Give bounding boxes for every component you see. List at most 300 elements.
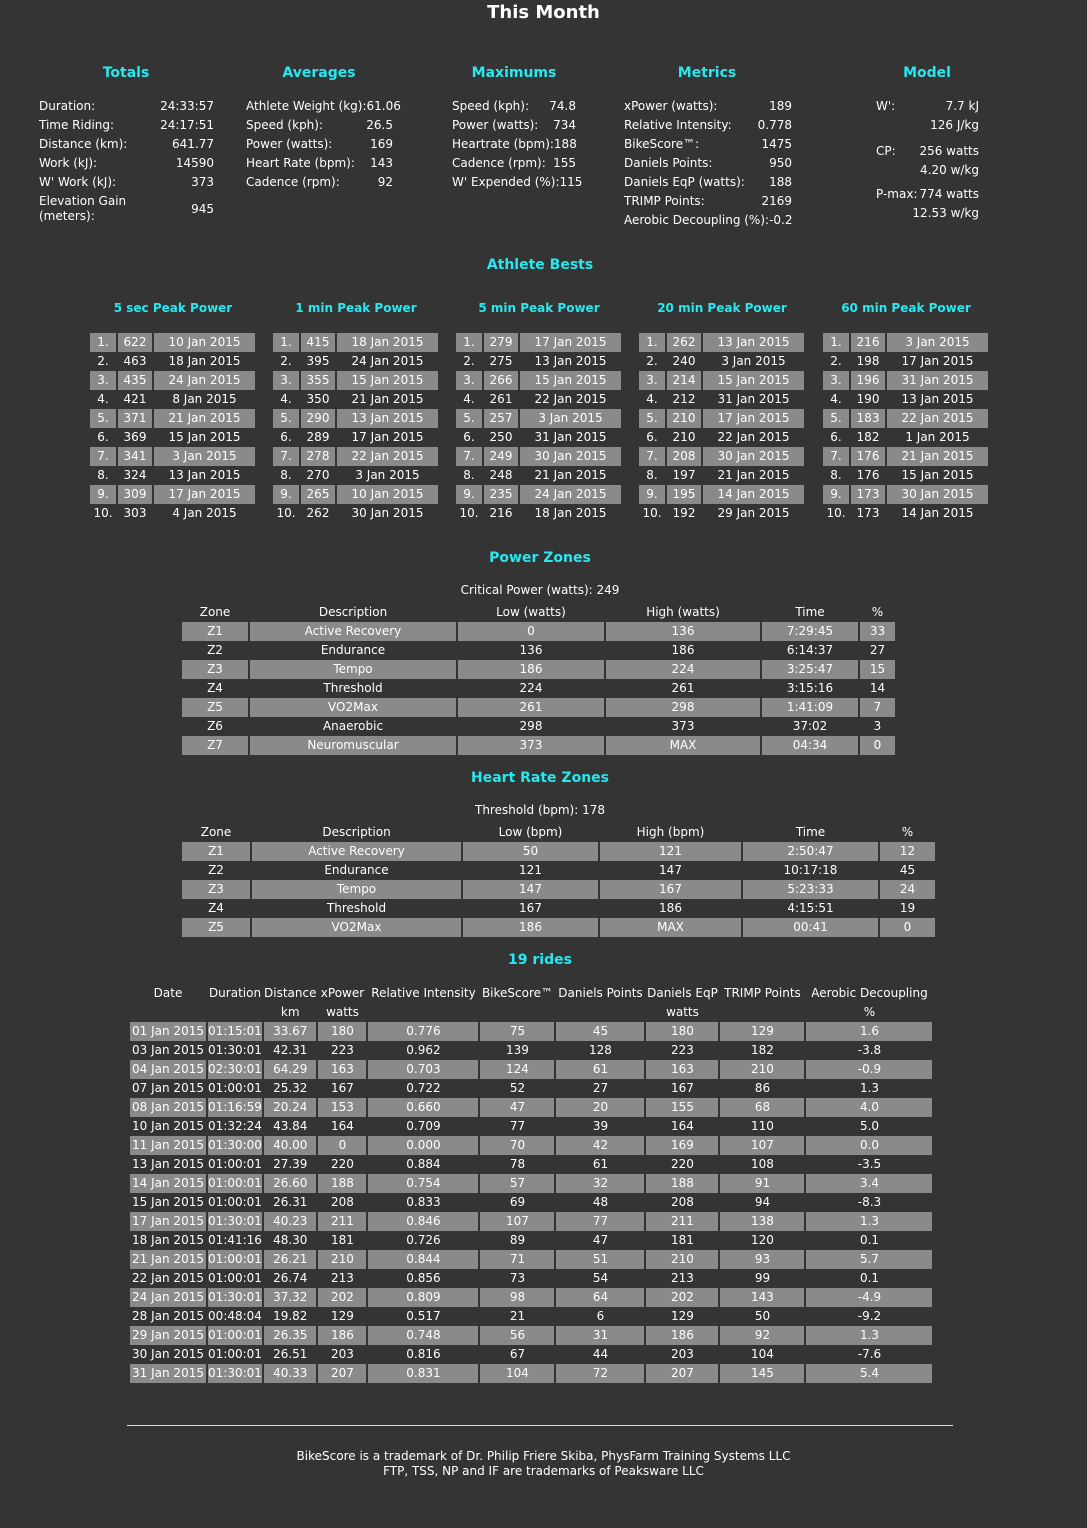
zone-cell: 147 [659, 863, 682, 877]
date-cell: 15 Jan 2015 [703, 371, 804, 390]
peak-power-row [639, 371, 804, 390]
ride-cell: 0.856 [406, 1271, 441, 1285]
peak-power-row [273, 371, 438, 390]
zone-cell: 6:14:37 [786, 643, 834, 657]
maximums-value: 155 [553, 156, 576, 170]
model-block [876, 97, 979, 223]
peak-power-row [273, 352, 438, 371]
ride-cell: 139 [506, 1043, 529, 1057]
rank-cell: 10. [642, 506, 662, 520]
rank-cell: 9. [90, 485, 116, 504]
watts-cell: 235 [484, 485, 518, 504]
rank-cell: 2. [830, 354, 842, 368]
zone-cell: 186 [671, 643, 695, 657]
date-cell: 3 Jan 2015 [355, 468, 420, 482]
averages-value: 143 [370, 156, 393, 170]
rank-cell: 7. [456, 447, 482, 466]
ride-cell: 48 [592, 1195, 609, 1209]
ride-cell: 26.31 [273, 1195, 308, 1209]
maximums-value: 74.8 [549, 99, 576, 113]
ride-cell: 0.722 [406, 1081, 441, 1095]
rank-cell: 5. [456, 409, 482, 428]
averages-label: Cadence (rpm): [246, 175, 340, 189]
ride-cell: 01:00:01 [208, 1174, 262, 1193]
ride-cell: 138 [720, 1212, 804, 1231]
metrics-value: 950 [769, 156, 792, 170]
rides-unit-header [720, 1003, 804, 1022]
date-cell: 22 Jan 2015 [717, 430, 790, 444]
zone-row [182, 717, 895, 736]
ride-cell: 01:30:00 [208, 1136, 262, 1155]
ride-cell: 3.4 [806, 1174, 932, 1193]
ride-cell: 01:00:01 [208, 1195, 262, 1209]
metrics-row [624, 211, 792, 230]
maximums-row [452, 135, 576, 154]
ride-cell: 107 [480, 1212, 554, 1231]
watts-cell: 355 [301, 371, 335, 390]
ride-cell: 21 Jan 2015 [130, 1250, 206, 1269]
totals-label: Duration: [39, 99, 96, 113]
metrics-label: Relative Intensity: [624, 118, 732, 132]
watts-cell: 190 [856, 392, 880, 406]
rank-cell: 6. [463, 430, 475, 444]
ride-cell: 213 [671, 1271, 694, 1285]
ride-cell: 99 [754, 1271, 771, 1285]
ride-cell: 68 [720, 1098, 804, 1117]
watts-cell: 250 [489, 430, 513, 444]
watts-cell: 290 [301, 409, 335, 428]
totals-value: 373 [191, 175, 214, 189]
watts-cell: 249 [484, 447, 518, 466]
ride-cell: 153 [318, 1098, 366, 1117]
rides-column-header: xPower [320, 986, 365, 1000]
ride-cell: 180 [318, 1022, 366, 1041]
totals-block [39, 97, 214, 224]
watts-cell: 266 [484, 371, 518, 390]
zone-cell: Z1 [182, 842, 250, 861]
watts-cell: 257 [484, 409, 518, 428]
peak-power-row [639, 447, 804, 466]
rides-column-header: Duration [208, 986, 262, 1000]
maximums-value: 188 [553, 137, 577, 151]
ride-cell: 72 [556, 1364, 644, 1383]
zone-cell: 186 [659, 901, 682, 915]
page-title: This Month [487, 2, 600, 23]
zone-cell: 15 [860, 660, 895, 679]
date-cell: 21 Jan 2015 [154, 409, 255, 428]
ride-cell: 0.962 [406, 1043, 441, 1057]
zone-cell: 167 [519, 901, 542, 915]
zone-cell: Active Recovery [250, 622, 456, 641]
ride-row [130, 1288, 932, 1307]
zone-cell: 373 [458, 736, 604, 755]
metrics-value: 188 [769, 175, 792, 189]
rank-cell: 8. [646, 468, 658, 482]
ride-row [130, 1098, 932, 1117]
rides-unit-header [368, 1003, 478, 1022]
totals-row [39, 135, 214, 154]
averages-value: 92 [377, 175, 393, 189]
ride-cell: 164 [331, 1119, 354, 1133]
watts-cell: 262 [306, 506, 330, 520]
ride-cell: 77 [509, 1119, 526, 1133]
ride-cell: 18 Jan 2015 [132, 1233, 204, 1247]
ride-cell: 01:41:16 [208, 1233, 262, 1247]
zone-column-header: % [901, 825, 914, 839]
ride-cell: 01:00:01 [208, 1157, 262, 1171]
peak-power-row [273, 466, 438, 485]
zone-cell: 0 [860, 736, 895, 755]
rank-cell: 3. [90, 371, 116, 390]
maximums-row [452, 97, 576, 116]
watts-cell: 289 [306, 430, 330, 444]
date-cell: 18 Jan 2015 [168, 354, 241, 368]
rank-cell: 4. [463, 392, 475, 406]
zone-cell: VO2Max [252, 918, 461, 937]
zone-cell: 136 [606, 622, 760, 641]
averages-label: Speed (kph): [246, 118, 324, 132]
peak-power-row [90, 485, 255, 504]
ride-cell: 01:00:01 [208, 1326, 262, 1345]
date-cell: 10 Jan 2015 [154, 333, 255, 352]
peak-power-row [90, 390, 255, 409]
heart-rate-zones-table [180, 823, 937, 937]
w-prime-label: W': [876, 99, 896, 113]
ride-cell: 26.74 [273, 1271, 308, 1285]
watts-cell: 324 [123, 468, 147, 482]
ride-cell: 104 [480, 1364, 554, 1383]
averages-value: 169 [370, 137, 393, 151]
zone-cell: MAX [606, 736, 760, 755]
metrics-label: Daniels Points: [624, 156, 713, 170]
zone-cell: Z4 [208, 901, 224, 915]
metrics-heading: Metrics [677, 65, 737, 81]
ride-cell: 70 [480, 1136, 554, 1155]
zone-column-header: % [871, 605, 884, 619]
ride-cell: 186 [646, 1326, 718, 1345]
zone-cell: 33 [860, 622, 895, 641]
watts-cell: 369 [123, 430, 147, 444]
peak-power-row [639, 466, 804, 485]
ride-cell: 94 [754, 1195, 771, 1209]
totals-value: 24:33:57 [160, 99, 214, 113]
zone-header-row [182, 603, 895, 622]
zone-cell: 10:17:18 [783, 863, 838, 877]
ride-cell: 180 [646, 1022, 718, 1041]
ride-cell: -8.3 [857, 1195, 882, 1209]
totals-label: Elevation Gain (meters): [39, 194, 127, 223]
metrics-label: TRIMP Points: [624, 194, 705, 208]
rides-unit-header: % [863, 1005, 876, 1019]
ride-cell: 210 [318, 1250, 366, 1269]
ride-cell: 21 [509, 1309, 526, 1323]
ride-cell: 5.4 [806, 1364, 932, 1383]
peak-power-row [456, 371, 621, 390]
date-cell: 15 Jan 2015 [520, 371, 621, 390]
zone-row [182, 641, 895, 660]
ride-cell: 01:30:01 [208, 1212, 262, 1231]
zone-cell: 37:02 [792, 719, 828, 733]
rides-column-header: Daniels Points [558, 986, 643, 1000]
ride-cell: 67 [509, 1347, 526, 1361]
ride-cell: 61 [592, 1157, 609, 1171]
ride-cell: 0.517 [406, 1309, 441, 1323]
date-cell: 3 Jan 2015 [154, 447, 255, 466]
peak-power-row [823, 371, 988, 390]
rank-cell: 6. [280, 430, 292, 444]
peak-power-row [90, 409, 255, 428]
zone-cell: 00:41 [743, 918, 878, 937]
ride-row [130, 1269, 932, 1288]
rank-cell: 4. [646, 392, 658, 406]
watts-cell: 214 [667, 371, 701, 390]
metrics-row [624, 135, 792, 154]
peak-power-row [456, 447, 621, 466]
date-cell: 21 Jan 2015 [534, 468, 607, 482]
zone-cell: 2:50:47 [743, 842, 878, 861]
zone-column-header: Low (watts) [496, 605, 566, 619]
rank-cell: 2. [646, 354, 658, 368]
critical-power-subtitle: Critical Power (watts): 249 [460, 583, 620, 597]
rides-unit-header [556, 1003, 644, 1022]
zone-cell: Endurance [320, 643, 386, 657]
zone-row [182, 660, 895, 679]
watts-cell: 395 [306, 354, 330, 368]
zone-cell: Z5 [182, 698, 248, 717]
maximums-block [452, 97, 583, 192]
zone-row [182, 679, 895, 698]
ride-cell: 01:15:01 [208, 1022, 262, 1041]
rank-cell: 3. [823, 371, 849, 390]
rank-cell: 10. [826, 506, 846, 520]
totals-label: Distance (km): [39, 137, 128, 151]
date-cell: 15 Jan 2015 [168, 430, 241, 444]
ride-cell: 220 [671, 1157, 694, 1171]
peak-power-row [90, 428, 255, 447]
rank-cell: 5. [823, 409, 849, 428]
ride-cell: 11 Jan 2015 [130, 1136, 206, 1155]
ride-cell: 1.3 [806, 1212, 932, 1231]
totals-row [39, 154, 214, 173]
ride-row [130, 1345, 932, 1364]
ride-cell: 28 Jan 2015 [132, 1309, 204, 1323]
rides-unit-header: watts [326, 1005, 359, 1019]
ride-cell: 163 [318, 1060, 366, 1079]
ride-cell: 52 [509, 1081, 526, 1095]
zone-cell: 45 [899, 863, 916, 877]
rank-cell: 9. [273, 485, 299, 504]
zone-cell: Threshold [323, 681, 383, 695]
peak-power-row [273, 447, 438, 466]
pmax-per-kg: 12.53 w/kg [912, 206, 979, 220]
rank-cell: 5. [90, 409, 116, 428]
ride-cell: 77 [556, 1212, 644, 1231]
ride-cell: 50 [754, 1309, 771, 1323]
totals-label: Work (kJ): [39, 156, 98, 170]
ride-cell: 32 [556, 1174, 644, 1193]
rides-table [128, 984, 934, 1383]
zone-row [182, 899, 935, 918]
ride-cell: 188 [646, 1174, 718, 1193]
averages-value: 61.06 [366, 99, 401, 113]
watts-cell: 303 [123, 506, 147, 520]
totals-value: 14590 [175, 156, 214, 170]
peak-power-row [639, 428, 804, 447]
peak-power-row [90, 333, 255, 352]
ride-row [130, 1060, 932, 1079]
cp-label: CP: [876, 144, 896, 158]
ride-cell: 17 Jan 2015 [130, 1212, 206, 1231]
totals-row [39, 173, 214, 192]
watts-cell: 350 [306, 392, 330, 406]
cp-value: 256 watts [919, 144, 979, 158]
footer-trademark-peaksware: FTP, TSS, NP and IF are trademarks of Peaksware LLC [383, 1464, 704, 1478]
zone-cell: MAX [600, 918, 741, 937]
ride-cell: 15 Jan 2015 [132, 1195, 204, 1209]
peak-power-row [639, 390, 804, 409]
watts-cell: 261 [489, 392, 513, 406]
ride-cell: 0.0 [806, 1136, 932, 1155]
peak-power-row [456, 466, 621, 485]
ride-cell: 40.23 [264, 1212, 316, 1231]
rank-cell: 8. [280, 468, 292, 482]
ride-cell: 57 [480, 1174, 554, 1193]
ride-cell: 0.816 [406, 1347, 441, 1361]
peak-power-table [271, 333, 440, 523]
ride-cell: 220 [331, 1157, 354, 1171]
zone-cell: 121 [519, 863, 542, 877]
rides-unit-header: km [280, 1005, 300, 1019]
date-cell: 21 Jan 2015 [887, 447, 988, 466]
ride-row [130, 1155, 932, 1174]
ride-cell: 29 Jan 2015 [130, 1326, 206, 1345]
zone-cell: 12 [880, 842, 935, 861]
rank-cell: 1. [639, 333, 665, 352]
rides-unit-header: watts [666, 1005, 699, 1019]
peak-power-row [90, 352, 255, 371]
totals-row [39, 97, 214, 116]
date-cell: 22 Jan 2015 [337, 447, 438, 466]
rank-cell: 1. [823, 333, 849, 352]
date-cell: 18 Jan 2015 [337, 333, 438, 352]
averages-value: 26.5 [366, 118, 393, 132]
zone-cell: 261 [458, 698, 604, 717]
ride-cell: 44 [592, 1347, 609, 1361]
ride-cell: 202 [318, 1288, 366, 1307]
metrics-row [624, 97, 792, 116]
ride-cell: -9.2 [857, 1309, 882, 1323]
zone-row [182, 861, 935, 880]
rides-unit-header [208, 1003, 262, 1022]
ride-cell: 203 [671, 1347, 694, 1361]
ride-cell: 155 [646, 1098, 718, 1117]
ride-cell: 14 Jan 2015 [130, 1174, 206, 1193]
ride-cell: 186 [318, 1326, 366, 1345]
watts-cell: 212 [672, 392, 696, 406]
rank-cell: 6. [646, 430, 658, 444]
ride-cell: 31 Jan 2015 [130, 1364, 206, 1383]
peak-power-row [456, 409, 621, 428]
rides-unit-header [480, 1003, 554, 1022]
rides-heading: 19 rides [508, 952, 572, 968]
rides-header-row [130, 984, 932, 1003]
date-cell: 13 Jan 2015 [703, 333, 804, 352]
metrics-value: 189 [769, 99, 792, 113]
date-cell: 13 Jan 2015 [337, 409, 438, 428]
zone-cell: Active Recovery [252, 842, 461, 861]
ride-cell: 98 [480, 1288, 554, 1307]
rank-cell: 10. [276, 506, 296, 520]
maximums-row [452, 173, 583, 192]
watts-cell: 278 [301, 447, 335, 466]
averages-row [246, 135, 393, 154]
rank-cell: 5. [639, 409, 665, 428]
ride-cell: 0.703 [368, 1060, 478, 1079]
ride-cell: 202 [646, 1288, 718, 1307]
zone-cell: 167 [600, 880, 741, 899]
rank-cell: 9. [456, 485, 482, 504]
w-prime-value: 7.7 kJ [945, 99, 979, 113]
ride-row [130, 1079, 932, 1098]
peak-power-table [637, 333, 806, 523]
ride-cell: 0.846 [368, 1212, 478, 1231]
ride-cell: 13 Jan 2015 [132, 1157, 204, 1171]
ride-cell: 02:30:01 [208, 1060, 262, 1079]
peak-power-row [823, 466, 988, 485]
ride-cell: 42 [556, 1136, 644, 1155]
peak-power-row [273, 409, 438, 428]
ride-cell: 0.884 [406, 1157, 441, 1171]
zone-cell: Z4 [207, 681, 223, 695]
hr-threshold-subtitle: Threshold (bpm): 178 [474, 803, 605, 817]
zone-cell: 147 [463, 880, 598, 899]
ride-cell: 6 [596, 1309, 605, 1323]
ride-cell: 73 [509, 1271, 526, 1285]
peak-power-row [823, 504, 988, 523]
watts-cell: 270 [306, 468, 330, 482]
ride-cell: 143 [720, 1288, 804, 1307]
watts-cell: 192 [672, 506, 696, 520]
date-cell: 3 Jan 2015 [520, 409, 621, 428]
ride-cell: 26.21 [264, 1250, 316, 1269]
watts-cell: 176 [856, 468, 880, 482]
ride-cell: 01:30:01 [208, 1288, 262, 1307]
zone-cell: 121 [600, 842, 741, 861]
totals-value: 641.77 [172, 137, 214, 151]
date-cell: 1 Jan 2015 [905, 430, 970, 444]
zone-cell: Z1 [182, 622, 248, 641]
watts-cell: 341 [118, 447, 152, 466]
zone-column-header: Description [322, 825, 391, 839]
zone-cell: 261 [671, 681, 695, 695]
zone-cell: Tempo [252, 880, 461, 899]
rides-units-row [130, 1003, 932, 1022]
date-cell: 4 Jan 2015 [172, 506, 237, 520]
peak-power-row [456, 352, 621, 371]
ride-cell: 1.6 [806, 1022, 932, 1041]
date-cell: 15 Jan 2015 [337, 371, 438, 390]
metrics-row [624, 154, 792, 173]
ride-cell: 30 Jan 2015 [132, 1347, 204, 1361]
maximums-heading: Maximums [471, 65, 557, 81]
watts-cell: 248 [489, 468, 513, 482]
ride-cell: 26.35 [264, 1326, 316, 1345]
watts-cell: 371 [118, 409, 152, 428]
zone-column-header: High (bpm) [636, 825, 705, 839]
rank-cell: 7. [639, 447, 665, 466]
zone-cell: 14 [869, 681, 886, 695]
ride-cell: 47 [592, 1233, 609, 1247]
